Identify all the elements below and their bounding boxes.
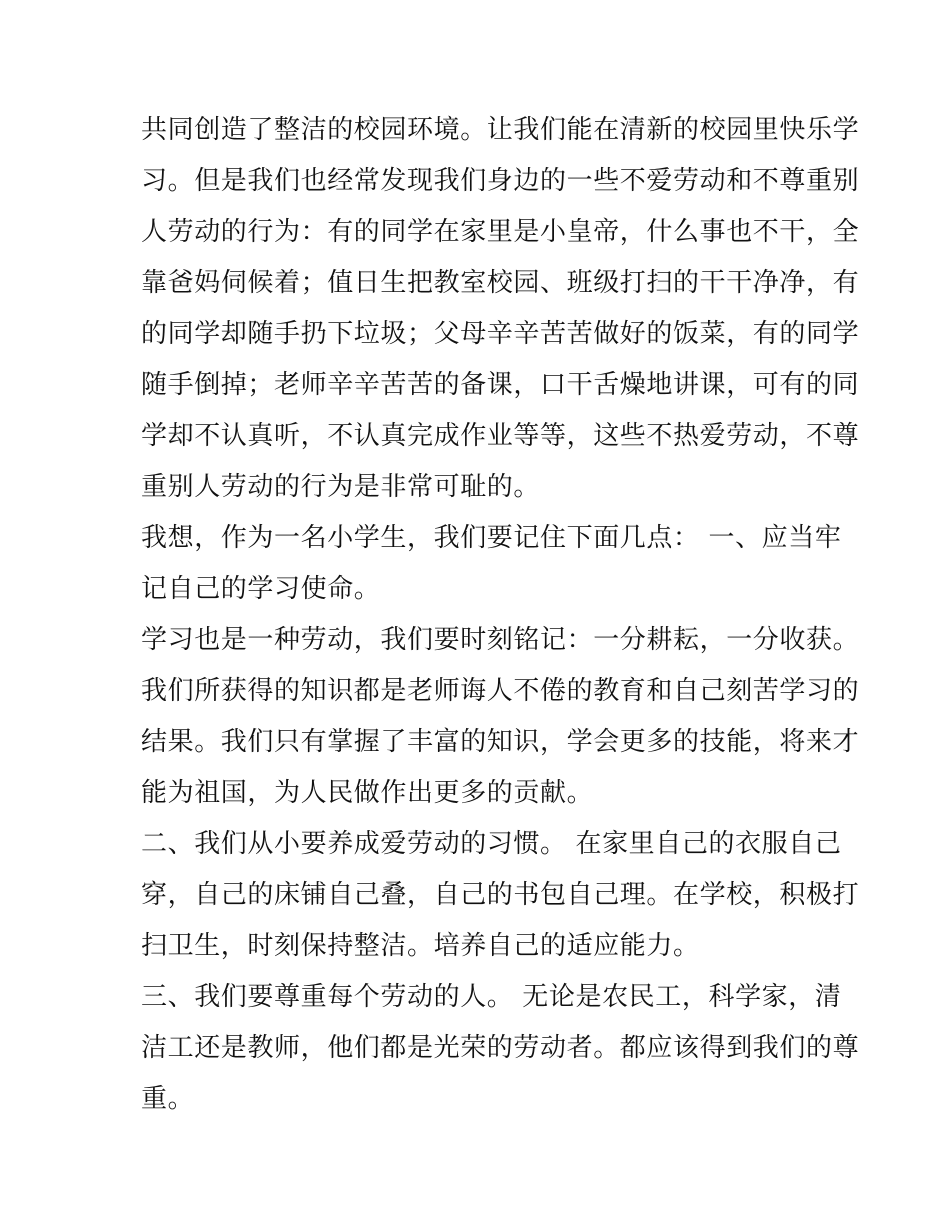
text-line: 学却不认真听，不认真完成作业等等，这些不热爱劳动，不尊 (141, 421, 860, 451)
text-line: 重。 (141, 1084, 195, 1114)
text-line: 共同创造了整洁的校园环境。让我们能在清新的校园里快乐学 (141, 115, 860, 145)
text-line: 扫卫生，时刻保持整洁。培养自己的适应能力。 (141, 931, 700, 961)
text-line: 二、我们从小要养成爱劳动的习惯。 在家里自己的衣服自己 (141, 829, 842, 859)
text-line: 结果。我们只有掌握了丰富的知识，学会更多的技能，将来才 (141, 727, 860, 757)
text-line: 我想，作为一名小学生，我们要记住下面几点： 一、应当牢 (141, 523, 842, 553)
text-line: 习。但是我们也经常发现我们身边的一些不爱劳动和不尊重别 (141, 166, 860, 196)
text-line: 重别人劳动的行为是非常可耻的。 (141, 472, 541, 502)
text-line: 记自己的学习使命。 (141, 574, 381, 604)
text-line: 能为祖国，为人民做作出更多的贡献。 (141, 778, 594, 808)
text-line: 三、我们要尊重每个劳动的人。 无论是农民工，科学家，清 (141, 982, 842, 1012)
text-line: 学习也是一种劳动，我们要时刻铭记：一分耕耘，一分收获。 (141, 625, 860, 655)
text-line: 随手倒掉；老师辛辛苦苦的备课，口干舌燥地讲课，可有的同 (141, 370, 860, 400)
text-line: 的同学却随手扔下垃圾；父母辛辛苦苦做好的饭菜，有的同学 (141, 319, 860, 349)
text-line: 洁工还是教师，他们都是光荣的劳动者。都应该得到我们的尊 (141, 1033, 860, 1063)
text-line: 靠爸妈伺候着；值日生把教室校园、班级打扫的干干净净，有 (141, 268, 860, 298)
text-line: 人劳动的行为：有的同学在家里是小皇帝，什么事也不干，全 (141, 217, 860, 247)
text-line: 我们所获得的知识都是老师诲人不倦的教育和自己刻苦学习的 (141, 676, 860, 706)
body-text (141, 105, 860, 1125)
text-line: 穿，自己的床铺自己叠，自己的书包自己理。在学校，积极打 (141, 880, 860, 910)
